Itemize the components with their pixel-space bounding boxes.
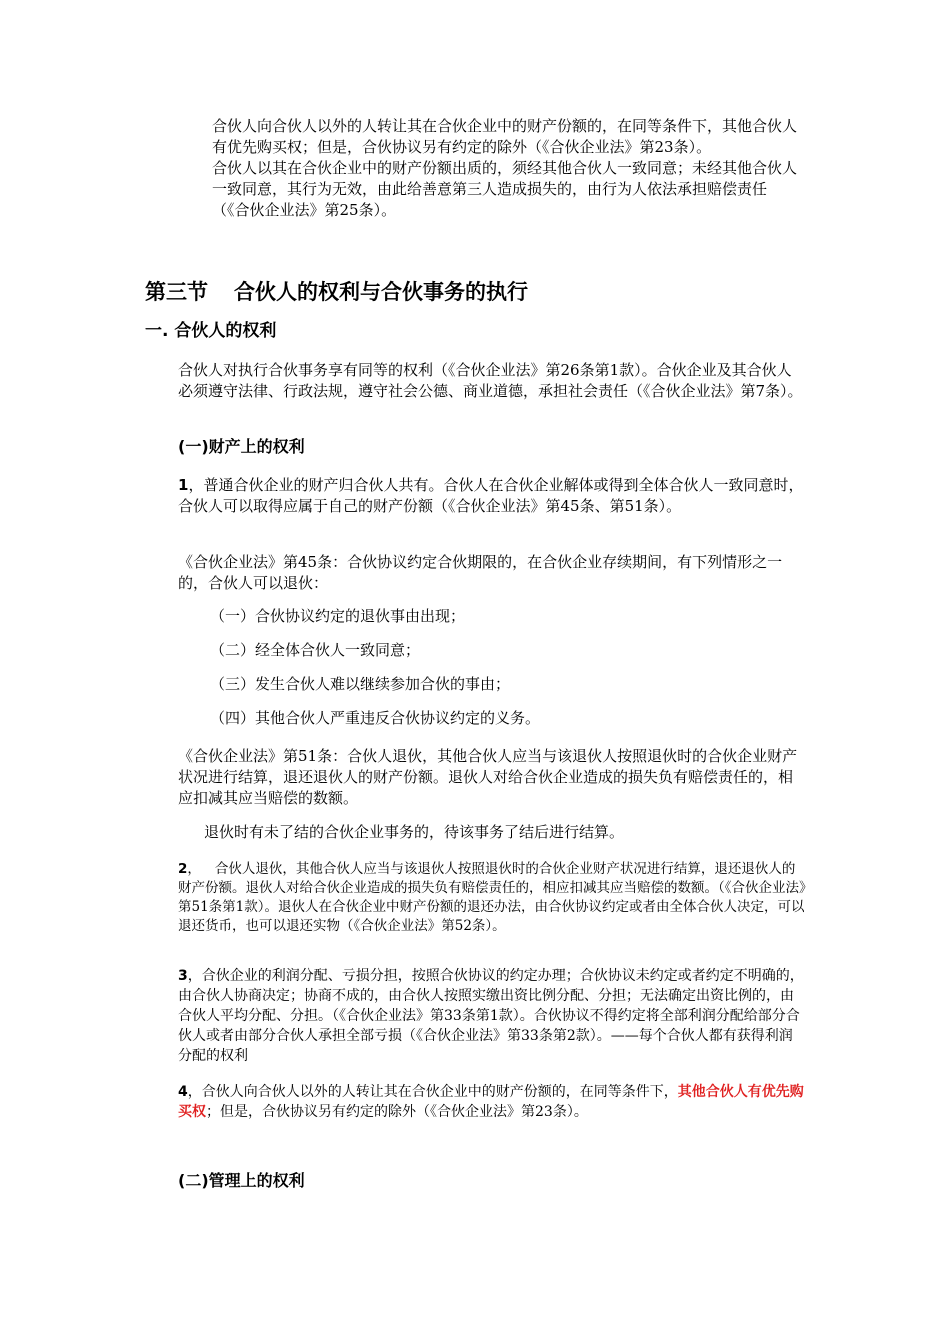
- subsection-title-rights: 一. 合伙人的权利: [145, 321, 277, 341]
- property-item-1: [178, 475, 806, 517]
- property-item-2: 2， 合伙人退伙，其他合伙人应当与该退伙人按照退伙时的合伙企业财产状况进行结算，退还退伙人的财产份额。退伙人对给合伙企业造成的损失负有赔偿责任的，相应扣减其应当赔偿的数额。（《合伙企业法》第51条第1款）。退伙人在合伙企业中财产份额的退还办法，由合伙协议约定或者由全体合伙人决定，可以退还货币，也可以退还实物（《合伙企业法》第52条）。: [178, 861, 806, 934]
- section-number: 第三节: [145, 280, 208, 304]
- list-item: （三）发生合伙人难以继续参加合伙的事由；: [210, 675, 511, 693]
- item-text-post: ；但是，合伙协议另有约定的除外（《合伙企业法》第23条）。: [206, 1104, 588, 1120]
- article-45-text: 《合伙企业法》第45条：合伙协议约定合伙期限的，在合伙企业存续期间，有下列情形之一的，合伙人可以退伙：: [178, 553, 783, 592]
- list-item: （二）经全体合伙人一致同意；: [210, 641, 421, 659]
- intro-block: [212, 116, 802, 221]
- item-number: 3: [178, 968, 188, 984]
- item-number: 1: [178, 476, 189, 494]
- article-51-settlement: 退伙时有未了结的合伙企业事务的，待该事务了结后进行结算。: [204, 823, 625, 841]
- section-title: [145, 278, 795, 306]
- item-text: 合伙人退伙，其他合伙人应当与该退伙人按照退伙时的合伙企业财产状况进行结算，退还退伙人的财产份额。退伙人对给合伙企业造成的损失负有赔偿责任的，相应扣减其应当赔偿的数额。（《合伙企业法》第51条第1款）。退伙人在合伙企业中财产份额的退还办法，由合伙协议约定或者由全体合伙人决定，可以退还货币，也可以退还实物（《合伙企业法》第52条）。: [178, 861, 806, 934]
- property-rights-heading: (一)财产上的权利: [178, 437, 305, 456]
- section-title-text: 合伙人的权利与合伙事务的执行: [234, 280, 528, 304]
- item-number: 4: [178, 1084, 188, 1100]
- list-item: （四）其他合伙人严重违反合伙协议约定的义务。: [210, 709, 541, 727]
- management-rights-heading: (二)管理上的权利: [178, 1171, 305, 1190]
- item-text: ，合伙企业的利润分配、亏损分担，按照合伙协议的约定办理；合伙协议未约定或者约定不明确的，由合伙人协商决定；协商不成的，由合伙人按照实缴出资比例分配、分担；无法确定出资比例的，由合伙人平均分配、分担。（《合伙企业法》第33条第1款）。合伙协议不得约定将全部利润分配给部分合伙人或者由部分合伙人承担全部亏损（《合伙企业法》第33条第2款）。——每个合伙人都有获得利润分配的权利: [178, 968, 804, 1064]
- list-item: （一）合伙协议约定的退伙事由出现；: [210, 607, 466, 625]
- intro-paragraph-2: 合伙人以其在合伙企业中的财产份额出质的，须经其他合伙人一致同意；未经其他合伙人一致同意，其行为无效，由此给善意第三人造成损失的，由行为人依法承担赔偿责任（《合伙企业法》第25条）。: [212, 159, 798, 219]
- article-51-text: 《合伙企业法》第51条：合伙人退伙，其他合伙人应当与该退伙人按照退伙时的合伙企业财产状况进行结算，退还退伙人的财产份额。退伙人对给合伙企业造成的损失负有赔偿责任的，相应扣减其应当赔偿的数额。: [178, 747, 798, 807]
- property-item-4: [178, 1082, 806, 1122]
- property-item-3: [178, 966, 806, 1066]
- item-text: ，普通合伙企业的财产归合伙人共有。合伙人在合伙企业解体或得到全体合伙人一致同意时，合伙人可以取得应属于自己的财产份额（《合伙企业法》第45条、第51条）。: [178, 476, 804, 515]
- rights-paragraph: 合伙人对执行合伙事务享有同等的权利（《合伙企业法》第26条第1款）。合伙企业及其合伙人必须遵守法律、行政法规，遵守社会公德、商业道德，承担社会责任（《合伙企业法》第7条）。: [178, 361, 803, 400]
- item-text-highlight: 其他合伙人有优先购买权: [178, 1084, 804, 1120]
- item-text-pre: ，合伙人向合伙人以外的人转让其在合伙企业中的财产份额的，在同等条件下，: [187, 1084, 678, 1100]
- withdrawal-list: [210, 606, 770, 742]
- intro-paragraph-1: 合伙人向合伙人以外的人转让其在合伙企业中的财产份额的，在同等条件下，其他合伙人有优先购买权；但是，合伙协议另有约定的除外（《合伙企业法》第23条）。: [212, 117, 798, 156]
- item-number: 2: [178, 861, 188, 877]
